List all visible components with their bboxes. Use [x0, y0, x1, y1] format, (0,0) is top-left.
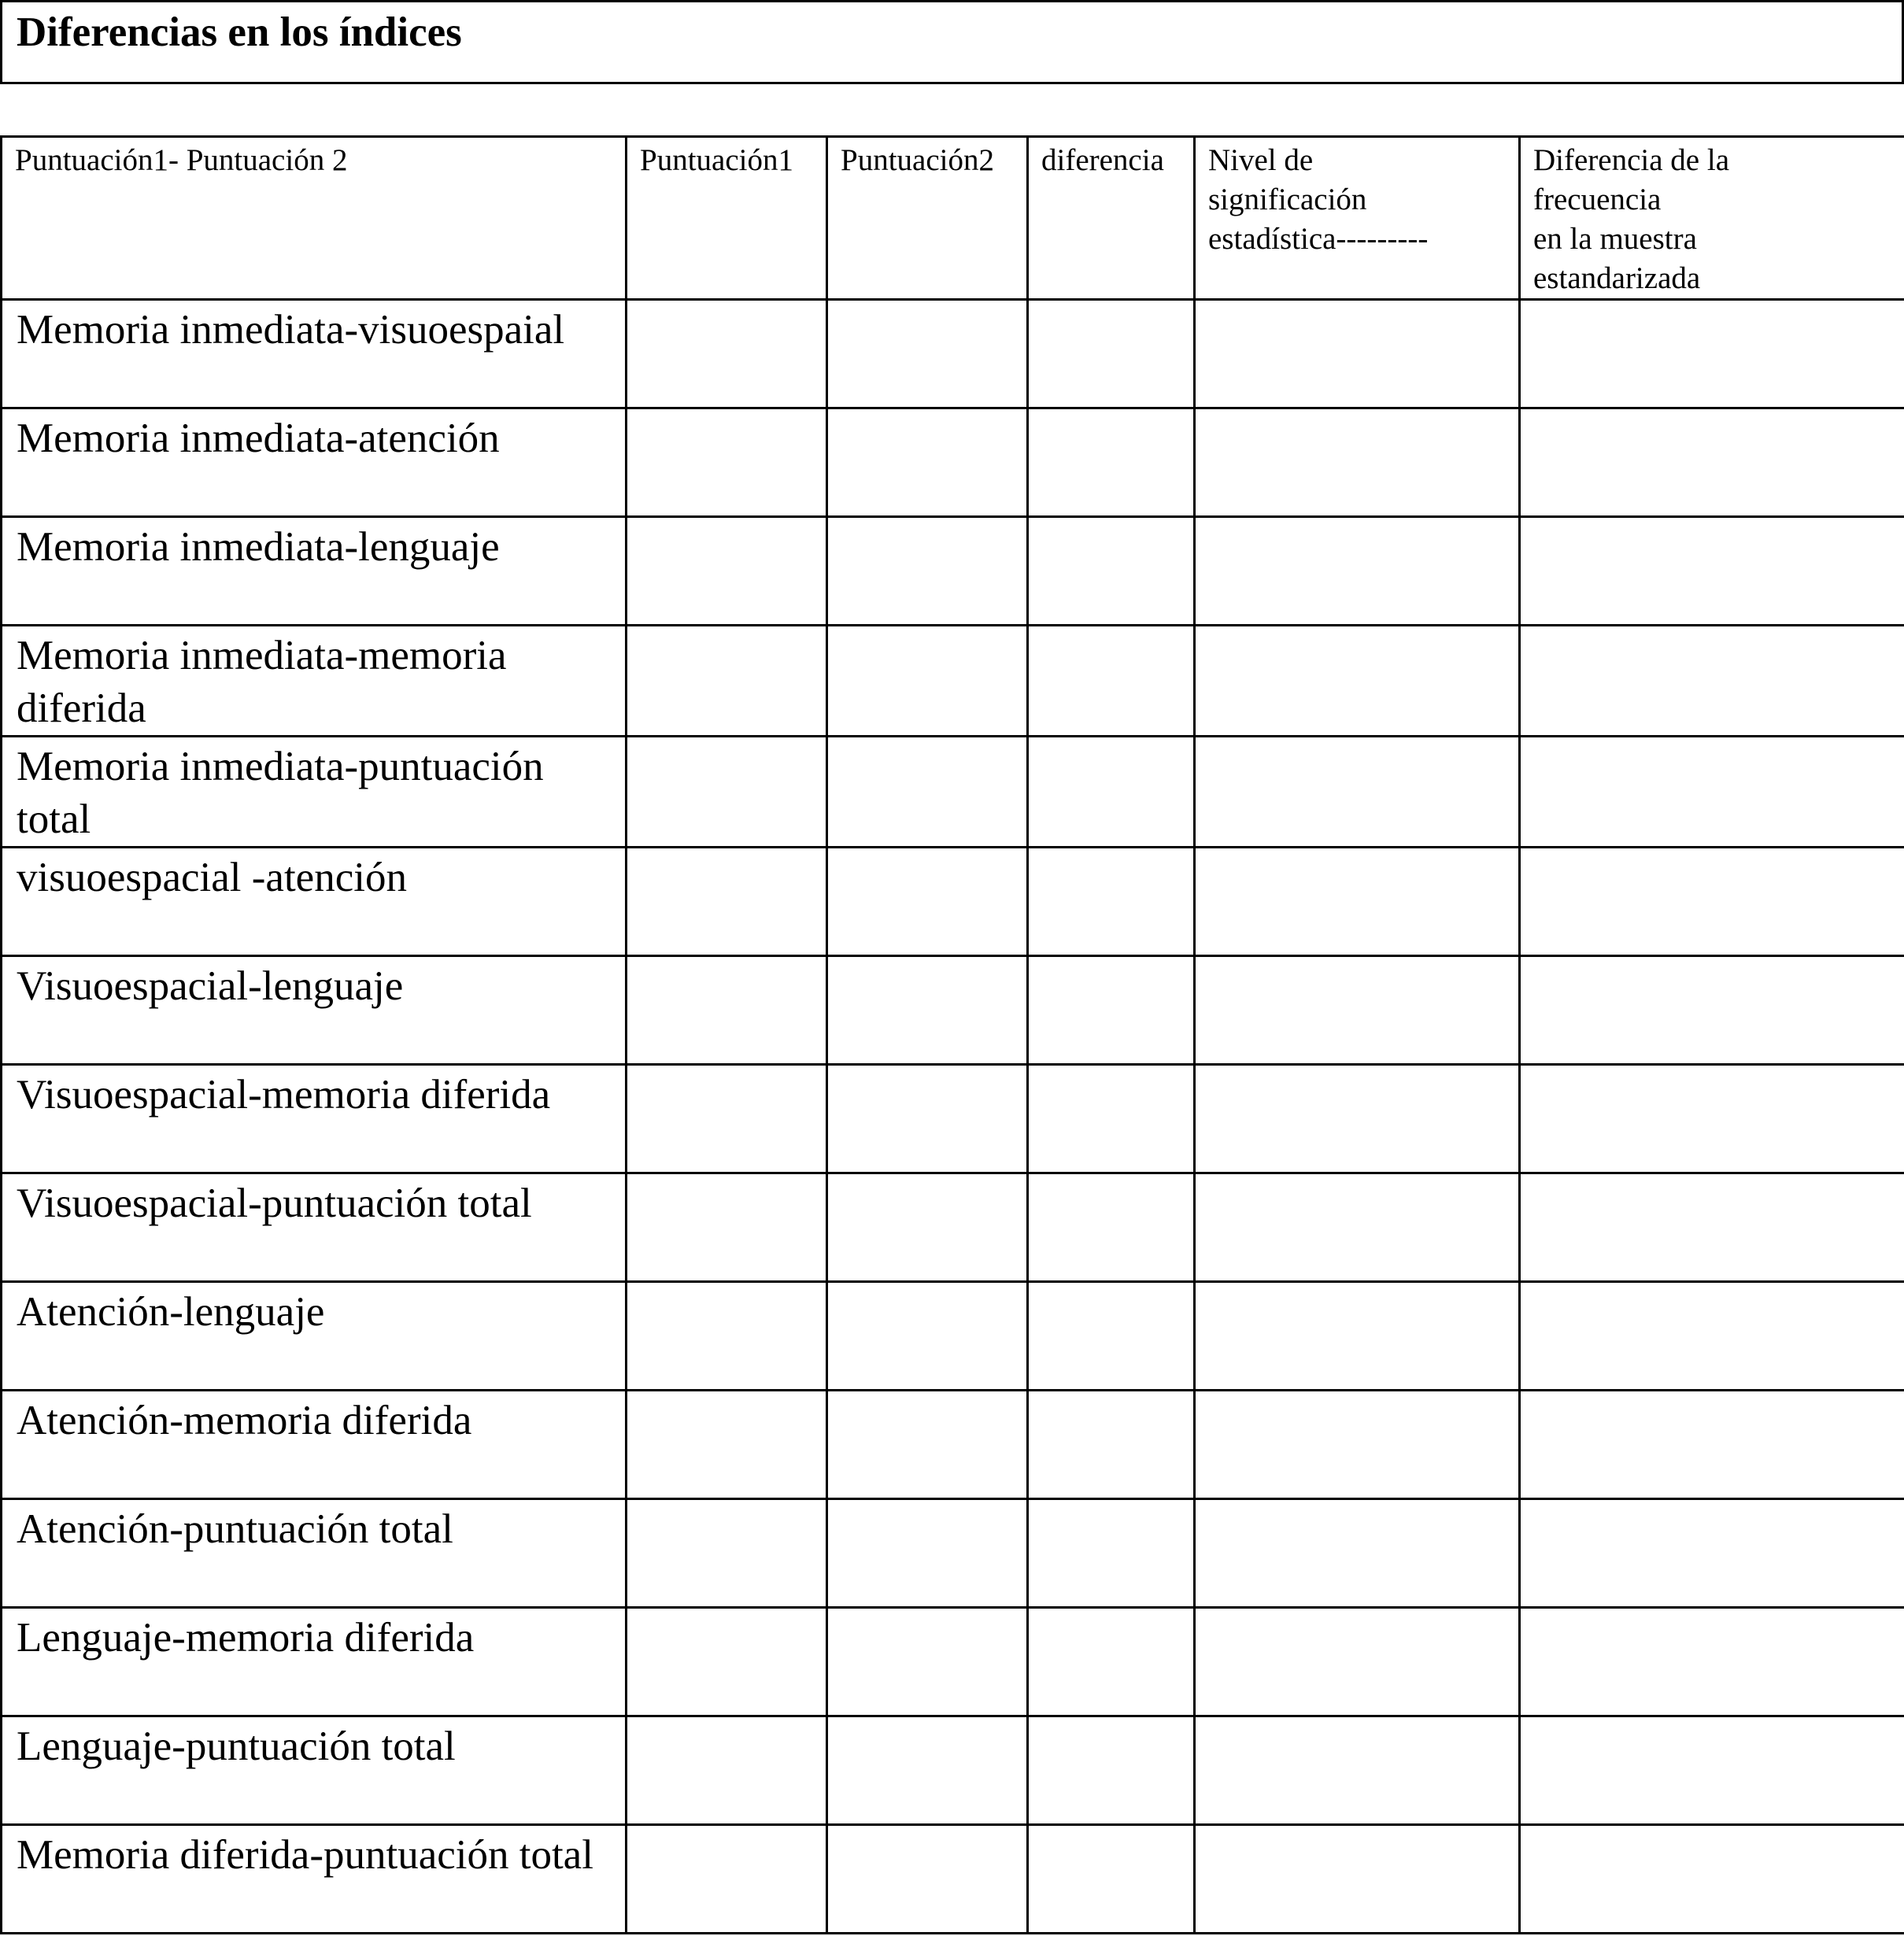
- table-row: [2, 956, 1904, 1065]
- row-label: Visuoespacial-lenguaje: [2, 956, 627, 1065]
- row-label: Memoria inmediata-lenguaje: [2, 517, 627, 626]
- significance-cell[interactable]: [1195, 1173, 1520, 1282]
- frequency-cell[interactable]: [1520, 1608, 1904, 1716]
- frequency-cell[interactable]: [1520, 1173, 1904, 1282]
- title-box: [0, 0, 1904, 84]
- score-2-cell[interactable]: [827, 1065, 1028, 1173]
- frequency-cell[interactable]: [1520, 408, 1904, 517]
- table-row: [2, 1391, 1904, 1499]
- row-label: Memoria inmediata-visuoespaial: [2, 300, 627, 408]
- frequency-cell[interactable]: [1520, 848, 1904, 956]
- score-1-cell[interactable]: [627, 626, 827, 737]
- significance-cell[interactable]: [1195, 626, 1520, 737]
- score-1-cell[interactable]: [627, 408, 827, 517]
- table-row: [2, 1608, 1904, 1716]
- difference-cell[interactable]: [1028, 737, 1195, 848]
- score-1-cell[interactable]: [627, 1825, 827, 1934]
- difference-cell[interactable]: [1028, 1065, 1195, 1173]
- difference-cell[interactable]: [1028, 1282, 1195, 1391]
- score-1-cell[interactable]: [627, 1173, 827, 1282]
- table-row: [2, 737, 1904, 848]
- score-1-cell[interactable]: [627, 517, 827, 626]
- score-2-cell[interactable]: [827, 517, 1028, 626]
- score-2-cell[interactable]: [827, 408, 1028, 517]
- table-row: [2, 1499, 1904, 1608]
- row-label: Atención-puntuación total: [2, 1499, 627, 1608]
- row-label: Atención-memoria diferida: [2, 1391, 627, 1499]
- frequency-cell[interactable]: [1520, 1825, 1904, 1934]
- row-label: Visuoespacial-puntuación total: [2, 1173, 627, 1282]
- frequency-cell[interactable]: [1520, 626, 1904, 737]
- row-label: Memoria inmediata-puntuación total: [2, 737, 627, 848]
- frequency-cell[interactable]: [1520, 1499, 1904, 1608]
- score-1-cell[interactable]: [627, 737, 827, 848]
- table-row: [2, 517, 1904, 626]
- row-label: Memoria inmediata-memoria diferida: [2, 626, 627, 737]
- score-2-cell[interactable]: [827, 848, 1028, 956]
- header-score-1: Puntuación1: [627, 137, 827, 300]
- score-1-cell[interactable]: [627, 1608, 827, 1716]
- difference-cell[interactable]: [1028, 1825, 1195, 1934]
- header-significance: Nivel de significación estadística---------: [1195, 137, 1520, 300]
- significance-cell[interactable]: [1195, 1391, 1520, 1499]
- frequency-cell[interactable]: [1520, 1282, 1904, 1391]
- difference-cell[interactable]: [1028, 1391, 1195, 1499]
- row-label: Visuoespacial-memoria diferida: [2, 1065, 627, 1173]
- score-2-cell[interactable]: [827, 1825, 1028, 1934]
- significance-cell[interactable]: [1195, 1065, 1520, 1173]
- header-difference: diferencia: [1028, 137, 1195, 300]
- frequency-cell[interactable]: [1520, 1716, 1904, 1825]
- header-row: [2, 137, 1904, 300]
- significance-cell[interactable]: [1195, 848, 1520, 956]
- significance-cell[interactable]: [1195, 1716, 1520, 1825]
- table-row: [2, 1065, 1904, 1173]
- frequency-cell[interactable]: [1520, 1391, 1904, 1499]
- difference-cell[interactable]: [1028, 408, 1195, 517]
- table-row: [2, 408, 1904, 517]
- document-title: Diferencias en los índices: [17, 9, 462, 55]
- significance-cell[interactable]: [1195, 1282, 1520, 1391]
- header-pair: Puntuación1- Puntuación 2: [2, 137, 627, 300]
- score-1-cell[interactable]: [627, 1391, 827, 1499]
- score-2-cell[interactable]: [827, 1391, 1028, 1499]
- table-row: [2, 300, 1904, 408]
- frequency-cell[interactable]: [1520, 300, 1904, 408]
- score-1-cell[interactable]: [627, 956, 827, 1065]
- score-1-cell[interactable]: [627, 1065, 827, 1173]
- frequency-cell[interactable]: [1520, 1065, 1904, 1173]
- table-row: [2, 1173, 1904, 1282]
- score-1-cell[interactable]: [627, 848, 827, 956]
- score-2-cell[interactable]: [827, 1282, 1028, 1391]
- score-2-cell[interactable]: [827, 1716, 1028, 1825]
- score-1-cell[interactable]: [627, 1499, 827, 1608]
- table-row: [2, 626, 1904, 737]
- score-2-cell[interactable]: [827, 737, 1028, 848]
- index-differences-table: [0, 135, 1904, 1934]
- significance-cell[interactable]: [1195, 1825, 1520, 1934]
- significance-cell[interactable]: [1195, 737, 1520, 848]
- score-2-cell[interactable]: [827, 1499, 1028, 1608]
- score-2-cell[interactable]: [827, 626, 1028, 737]
- significance-cell[interactable]: [1195, 408, 1520, 517]
- table-row: [2, 1282, 1904, 1391]
- score-2-cell[interactable]: [827, 1173, 1028, 1282]
- score-2-cell[interactable]: [827, 956, 1028, 1065]
- difference-cell[interactable]: [1028, 848, 1195, 956]
- header-frequency: Diferencia de la frecuencia en la muestra estandarizada: [1520, 137, 1904, 300]
- significance-cell[interactable]: [1195, 300, 1520, 408]
- difference-cell[interactable]: [1028, 1716, 1195, 1825]
- table-row: [2, 1716, 1904, 1825]
- score-2-cell[interactable]: [827, 1608, 1028, 1716]
- frequency-cell[interactable]: [1520, 737, 1904, 848]
- difference-cell[interactable]: [1028, 1173, 1195, 1282]
- row-label: visuoespacial -atención: [2, 848, 627, 956]
- significance-cell[interactable]: [1195, 1608, 1520, 1716]
- difference-cell[interactable]: [1028, 956, 1195, 1065]
- frequency-cell[interactable]: [1520, 956, 1904, 1065]
- score-1-cell[interactable]: [627, 1716, 827, 1825]
- significance-cell[interactable]: [1195, 956, 1520, 1065]
- table-row: [2, 848, 1904, 956]
- difference-cell[interactable]: [1028, 300, 1195, 408]
- row-label: Memoria diferida-puntuación total: [2, 1825, 627, 1934]
- row-label: Memoria inmediata-atención: [2, 408, 627, 517]
- header-score-2: Puntuación2: [827, 137, 1028, 300]
- difference-cell[interactable]: [1028, 517, 1195, 626]
- difference-cell[interactable]: [1028, 1499, 1195, 1608]
- significance-cell[interactable]: [1195, 1499, 1520, 1608]
- score-2-cell[interactable]: [827, 300, 1028, 408]
- score-1-cell[interactable]: [627, 300, 827, 408]
- difference-cell[interactable]: [1028, 1608, 1195, 1716]
- row-label: Atención-lenguaje: [2, 1282, 627, 1391]
- row-label: Lenguaje-memoria diferida: [2, 1608, 627, 1716]
- score-1-cell[interactable]: [627, 1282, 827, 1391]
- frequency-cell[interactable]: [1520, 517, 1904, 626]
- table-row: [2, 1825, 1904, 1934]
- significance-cell[interactable]: [1195, 517, 1520, 626]
- difference-cell[interactable]: [1028, 626, 1195, 737]
- row-label: Lenguaje-puntuación total: [2, 1716, 627, 1825]
